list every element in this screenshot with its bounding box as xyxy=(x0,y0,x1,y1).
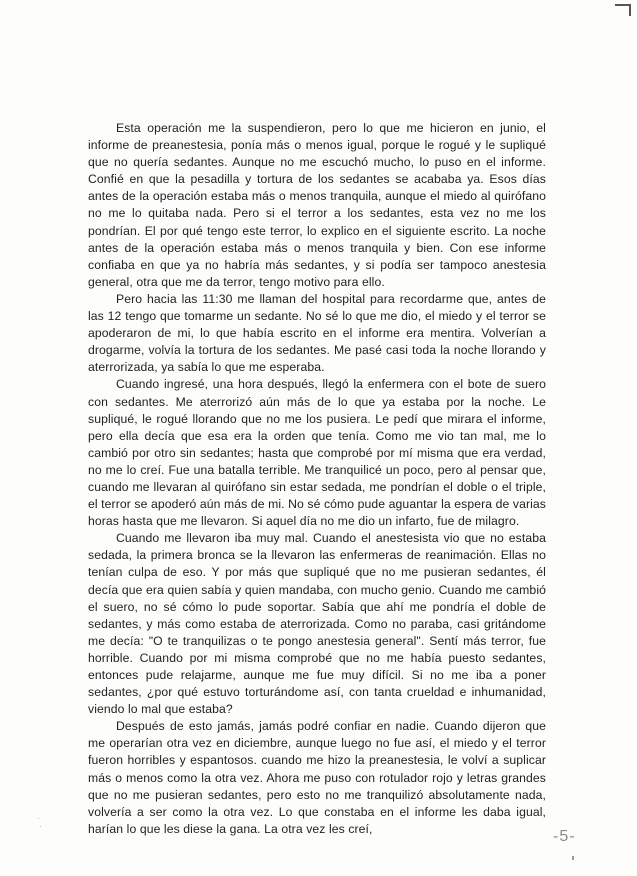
scan-speck xyxy=(38,818,39,819)
paragraph: Pero hacia las 11:30 me llaman del hospital para recordarme que, antes de las 12 tengo que tomarme un sedante. No sé lo que me dio, el miedo y el terror se apoderaron de mi, lo que había escrito en el informe era mentira. Volverían a drogarme, volvía la tortura de los sedantes. Me pasé casi toda la noche llorando y aterrorizada, ya sabía lo que me esperaba. xyxy=(88,291,546,375)
scan-speck xyxy=(40,826,41,827)
body-text xyxy=(88,120,546,838)
scan-corner-mark xyxy=(615,4,631,16)
page-number: -5- xyxy=(553,828,576,845)
scan-speck xyxy=(572,856,574,860)
paragraph: Esta operación me la suspendieron, pero lo que me hicieron en junio, el informe de preanestesia, ponía más o menos igual, porque le rogué y le supliqué que no quería sedantes. Aunque no me escuchó mucho, lo puso en el informe. Confié en que la pesadilla y tortura de los sedantes se acababa ya. Esos días antes de la operación estaba más o menos tranquila, aunque el miedo al quirófano no me lo quitaba nada. Pero si el terror a los sedantes, esta vez no me los pondrían. El por qué tengo este terror, lo explico en el siguiente escrito. La noche antes de la operación estaba más o menos tranquila y bien. Con ese informe confiaba en que ya no habría más sedantes, y si podía ser tampoco anestesia general, otra que me da terror, tengo motivo para ello. xyxy=(88,121,546,289)
paragraph: Cuando me llevaron iba muy mal. Cuando el anestesista vio que no estaba sedada, la primera bronca se la llevaron las enfermeras de reanimación. Ellas no tenían culpa de eso. Y por más que supliqué que no me pusieran sedantes, él decía que era quien sabía y quien mandaba, con mucho genio. Cuando me cambió el suero, no sé cómo lo pude soportar. Sabía que ahí me pondría el doble de sedantes, y más como estaba de aterrorizada. Como no paraba, casi gritándome me decía: "O te tranquilizas o te pongo anestesia general". Sentí más terror, fue horrible. Cuando por mi misma comprobé que no me había puesto sedantes, entonces pude relajarme, aunque me fue muy difícil. Si no me iba a poner sedantes, ¿por qué estuvo torturándome así, con tanta crueldad e inhumanidad, viendo lo mal que estaba? xyxy=(88,531,546,717)
paragraph: Después de esto jamás, jamás podré confiar en nadie. Cuando dijeron que me operarían otra vez en diciembre, aunque luego no fue así, el miedo y el terror fueron horribles y espantosos. cuando me hizo la preanestesia, le volví a suplicar más o menos como la otra vez. Ahora me puso con rotulador rojo y letras grandes que no me pusieran sedantes, pero esto no me tranquilizó absolutamente nada, volvería a ser como la otra vez. Lo que constaba en el informe les daba igual, harían lo que les diese la gana. La otra vez les creí, xyxy=(88,719,546,836)
paragraph: Cuando ingresé, una hora después, llegó la enfermera con el bote de suero con sedantes. Me aterrorizó aún más de lo que ya estaba por la noche. Le supliqué, le rogué llorando que no me los pusiera. Le pedí que mirara el informe, pero ella decía que esa era la orden que tenía. Como me vio tan mal, me lo cambió por otro sin sedantes; hasta que comprobé por mí misma que era verdad, no me lo creí. Fue una batalla terrible. Me tranquilicé un poco, pero al pensar que, cuando me llevaran al quirófano sin estar sedada, me pondrían el doble o el triple, el terror se apoderó aún más de mi. No sé cómo pude aguantar la espera de varias horas hasta que me llevaron. Si aquel día no me dio un infarto, fue de milagro. xyxy=(88,377,546,529)
